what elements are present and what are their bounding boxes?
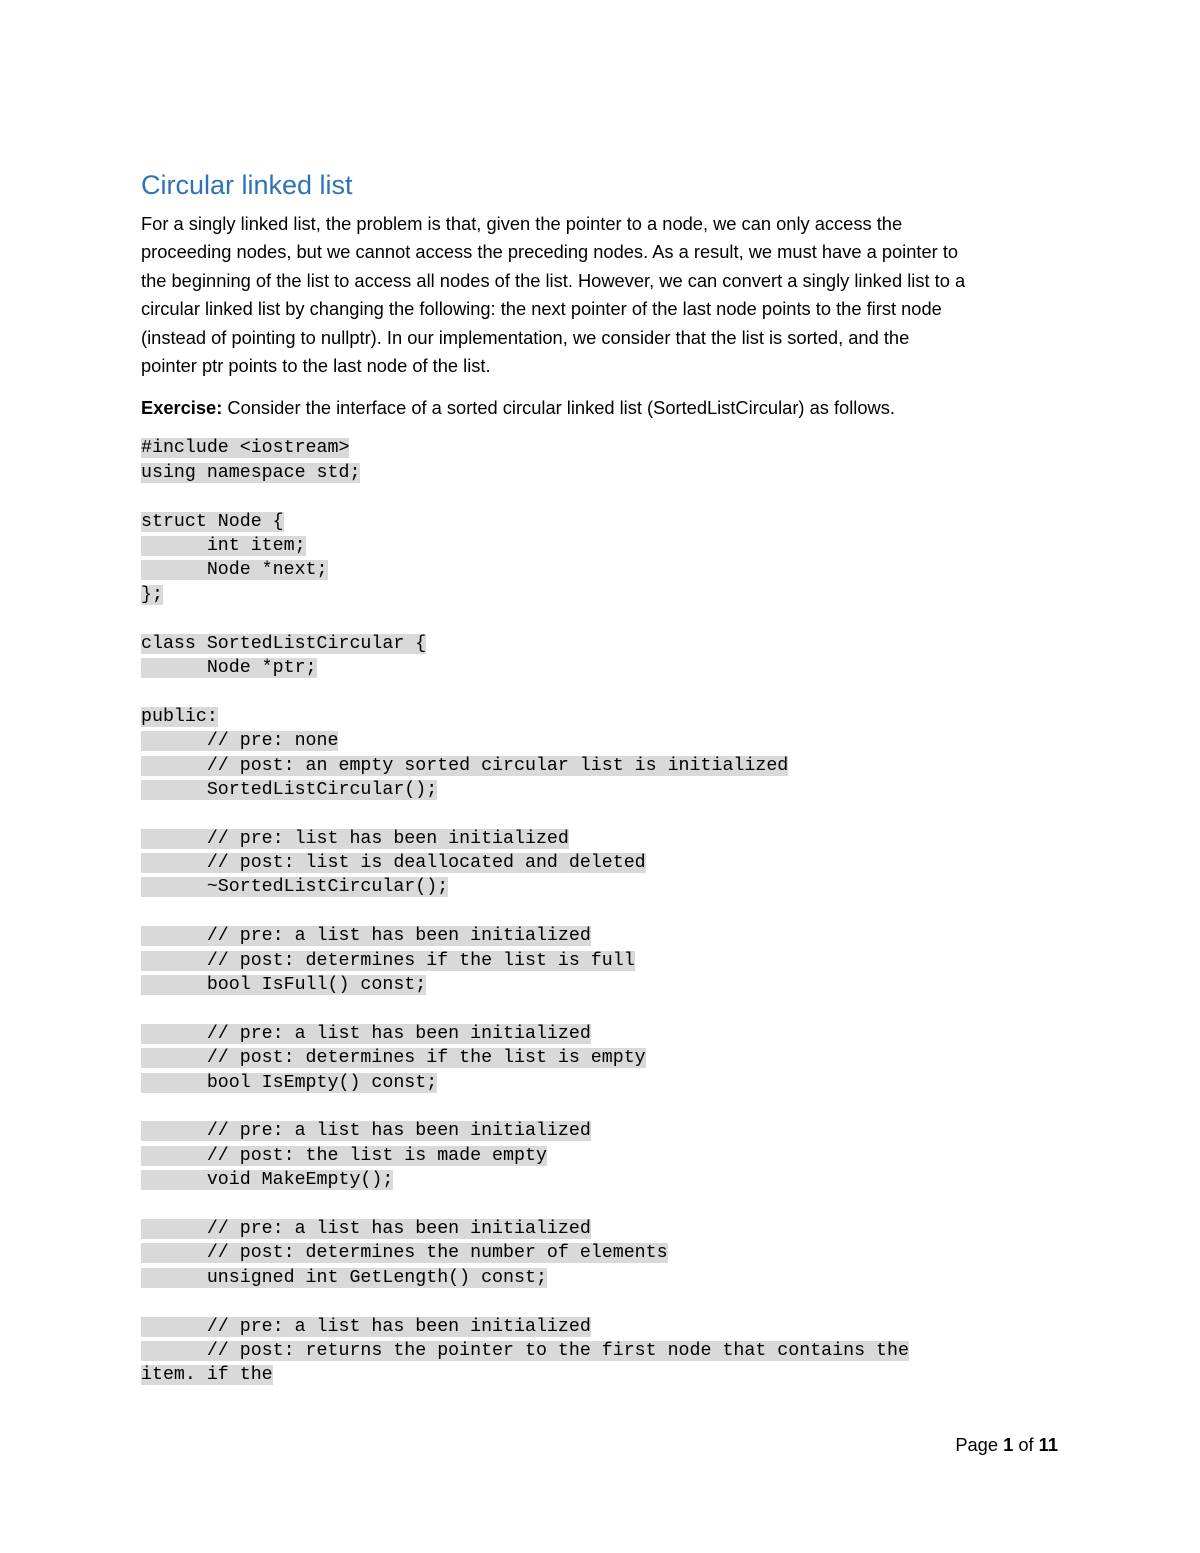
page-footer [955, 1433, 1058, 1457]
code-text: // post: an empty sorted circular list is initialized [141, 755, 789, 776]
code-text: // post: the list is made empty [141, 1145, 547, 1166]
code-line [141, 534, 1061, 558]
code-line [141, 851, 1061, 875]
code-text: // post: returns the pointer to the first node that contains the [141, 1340, 909, 1361]
code-line [141, 1119, 1061, 1143]
paragraph-line: circular linked list by changing the following: the next pointer of the last node points to the first node [141, 298, 942, 320]
code-text: // post: determines if the list is full [141, 950, 635, 971]
code-line [141, 656, 1061, 680]
paragraph-line: (instead of pointing to nullptr). In our implementation, we consider that the list is sorted, and the [141, 326, 910, 348]
code-text: ~SortedListCircular(); [141, 877, 449, 898]
page-body [141, 168, 1061, 1388]
code-line [141, 436, 1061, 460]
code-line [141, 1144, 1061, 1168]
code-line [141, 729, 1061, 753]
code-line [141, 1193, 1061, 1217]
code-text: #include <iostream> [141, 438, 350, 459]
code-line [141, 827, 1061, 851]
code-text: // pre: none [141, 731, 339, 752]
code-line [141, 1241, 1061, 1265]
code-line [141, 607, 1061, 631]
code-line [141, 1290, 1061, 1314]
code-text: Node *next; [141, 560, 328, 581]
code-line [141, 461, 1061, 485]
code-text: Node *ptr; [141, 657, 317, 678]
section-heading: Circular linked list [141, 170, 353, 200]
code-text: // post: determines if the list is empty [141, 1048, 646, 1069]
code-line [141, 510, 1061, 534]
code-line [141, 875, 1061, 899]
code-line [141, 583, 1061, 607]
code-line [141, 558, 1061, 582]
code-line [141, 1217, 1061, 1241]
code-text: public: [141, 706, 218, 727]
code-line [141, 1363, 1061, 1387]
code-line [141, 754, 1061, 778]
code-line [141, 1315, 1061, 1339]
exercise-statement [141, 394, 1061, 422]
paragraph-line: proceeding nodes, but we cannot access the preceding nodes. As a result, we must have a pointer to [141, 241, 959, 263]
code-line [141, 632, 1061, 656]
paragraph-line: For a singly linked list, the problem is that, given the pointer to a node, we can only access the [141, 213, 903, 234]
code-text: // pre: a list has been initialized [141, 1316, 591, 1337]
of-word: of [1013, 1434, 1039, 1455]
code-line [141, 973, 1061, 997]
code-text: int item; [141, 536, 306, 556]
intro-paragraph [141, 210, 1061, 380]
exercise-label: Exercise: [141, 397, 223, 419]
page-word: Page [955, 1434, 1004, 1455]
code-line [141, 1022, 1061, 1046]
code-text: SortedListCircular(); [141, 779, 438, 800]
code-text: // post: list is deallocated and deleted [141, 853, 646, 874]
code-line [141, 900, 1061, 924]
code-text: // pre: a list has been initialized [141, 1121, 591, 1142]
code-text: bool IsEmpty() const; [141, 1072, 438, 1093]
paragraph-line: pointer ptr points to the last node of the list. [141, 355, 491, 377]
code-text: item. if the [141, 1365, 273, 1386]
code-line [141, 1339, 1061, 1363]
code-text: // pre: list has been initialized [141, 828, 569, 849]
code-line [141, 1266, 1061, 1290]
code-line [141, 705, 1061, 729]
page-number: 1 [1003, 1434, 1014, 1455]
code-block [141, 436, 1061, 1387]
code-line [141, 1046, 1061, 1070]
page-total: 11 [1038, 1434, 1058, 1455]
code-line [141, 1168, 1061, 1192]
code-text: // pre: a list has been initialized [141, 1023, 591, 1044]
code-text: // pre: a list has been initialized [141, 1218, 591, 1239]
code-text: struct Node { [141, 511, 284, 532]
code-line [141, 924, 1061, 948]
code-line [141, 1095, 1061, 1119]
code-line [141, 485, 1061, 509]
code-text: // pre: a list has been initialized [141, 926, 591, 947]
code-line [141, 802, 1061, 826]
code-text: using namespace std; [141, 462, 361, 483]
code-line [141, 778, 1061, 802]
code-text: bool IsFull() const; [141, 975, 427, 996]
code-line [141, 997, 1061, 1021]
code-text: class SortedListCircular { [141, 633, 427, 654]
code-text: unsigned int GetLength() const; [141, 1267, 547, 1288]
code-line [141, 949, 1061, 973]
paragraph-line: the beginning of the list to access all nodes of the list. However, we can convert a singly linked list to a [141, 269, 966, 291]
code-text: void MakeEmpty(); [141, 1170, 394, 1191]
exercise-text: Consider the interface of a sorted circular linked list (SortedListCircular) as follows. [222, 397, 895, 419]
code-text: }; [141, 584, 163, 605]
code-text: // post: determines the number of elements [141, 1243, 668, 1264]
code-line [141, 680, 1061, 704]
code-line [141, 1071, 1061, 1095]
